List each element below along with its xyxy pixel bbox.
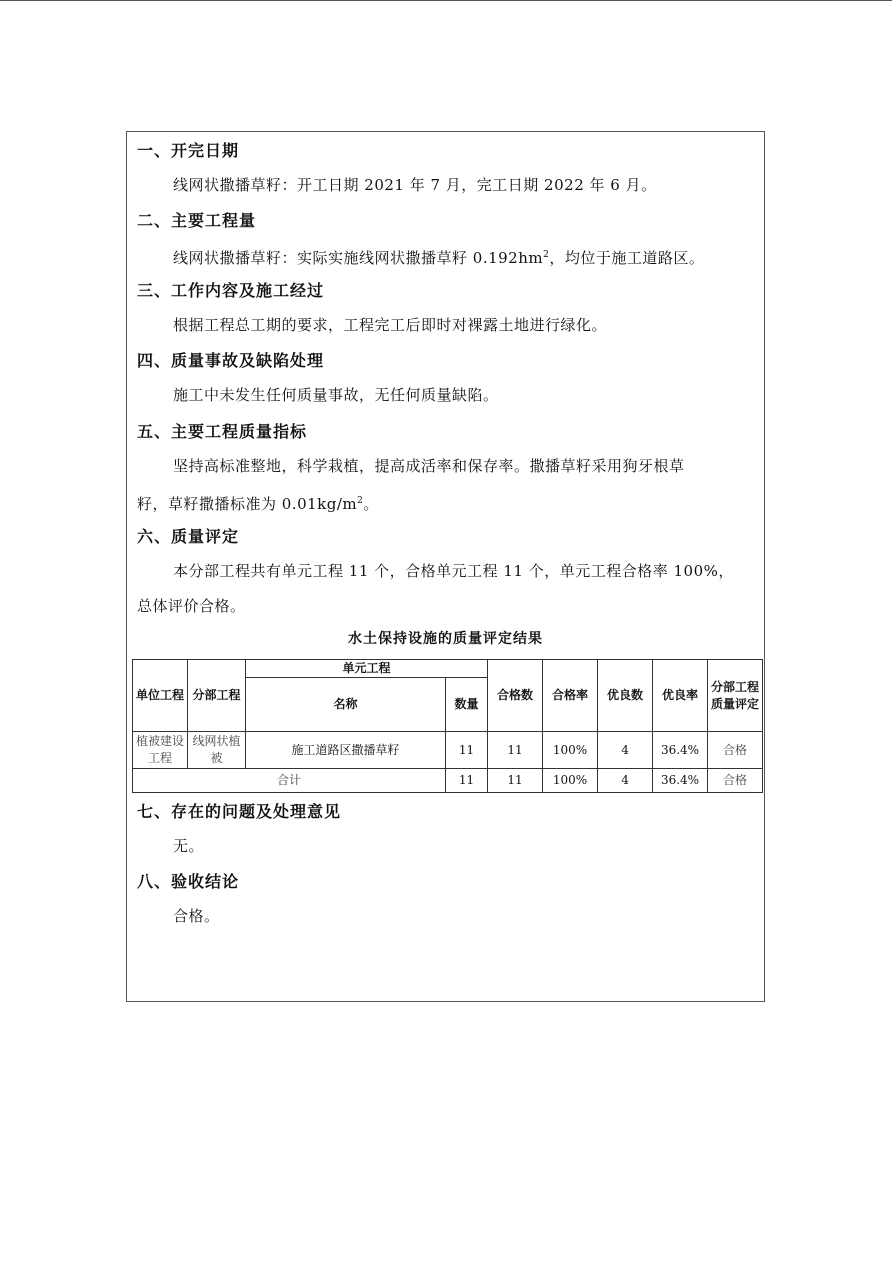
cell-excellent-rate: 36.4% (653, 732, 708, 769)
header-unit-element: 单元工程 (246, 660, 488, 678)
section-5-text-line2: 籽，草籽撒播标准为 $0.01kg/m^2$。 (137, 495, 379, 513)
section-2-heading: 二、主要工程量 (137, 211, 257, 230)
section-7-text: 无。 (173, 837, 205, 855)
header-count: 数量 (446, 678, 488, 732)
cell-quality: 合格 (708, 732, 763, 769)
table-header-row-1 (133, 660, 763, 678)
cell-unit-project: 植被建设工程 (133, 732, 188, 769)
total-excellent-count: 4 (598, 769, 653, 793)
cell-count: 11 (446, 732, 488, 769)
section-5-heading: 五、主要工程质量指标 (137, 422, 308, 441)
section-6-text-line2: 总体评价合格。 (137, 597, 246, 615)
section-3-text: 根据工程总工期的要求，工程完工后即时对裸露土地进行绿化。 (173, 316, 608, 334)
table-total-row (133, 769, 763, 793)
header-qualified-count: 合格数 (488, 660, 543, 732)
section-2-text: 线网状撒播草籽：实际实施线网状撒播草籽 $0.192hm^2$，均位于施工道路区。 (173, 249, 705, 267)
total-qualified-rate: 100% (543, 769, 598, 793)
table-caption: 水土保持设施的质量评定结果 (348, 631, 543, 647)
section-8-text: 合格。 (173, 907, 220, 925)
header-qualified-rate: 合格率 (543, 660, 598, 732)
cell-name: 施工道路区撒播草籽 (246, 732, 446, 769)
header-excellent-count: 优良数 (598, 660, 653, 732)
table-row (133, 732, 763, 769)
page-top-border (0, 0, 892, 1)
section-4-text: 施工中未发生任何质量事故，无任何质量缺陷。 (173, 386, 499, 404)
cell-sub-project: 线网状植被 (188, 732, 246, 769)
total-quality: 合格 (708, 769, 763, 793)
total-qualified-count: 11 (488, 769, 543, 793)
document-frame (126, 131, 765, 1002)
total-count: 11 (446, 769, 488, 793)
section-5-text-line1: 坚持高标准整地，科学栽植，提高成活率和保存率。撒播草籽采用狗牙根草 (173, 457, 685, 475)
cell-qualified-count: 11 (488, 732, 543, 769)
header-name: 名称 (246, 678, 446, 732)
header-excellent-rate: 优良率 (653, 660, 708, 732)
total-excellent-rate: 36.4% (653, 769, 708, 793)
section-3-heading: 三、工作内容及施工经过 (137, 281, 325, 300)
section-1-text: 线网状撒播草籽：开工日期 2021 年 7 月，完工日期 2022 年 6 月。 (173, 176, 657, 194)
section-6-text-line1: 本分部工程共有单元工程 11 个，合格单元工程 11 个，单元工程合格率 100%， (173, 562, 734, 580)
section-6-heading: 六、质量评定 (137, 527, 240, 546)
header-sub-quality: 分部工程质量评定 (708, 660, 763, 732)
section-1-heading: 一、开完日期 (137, 141, 240, 160)
total-label: 合计 (133, 769, 446, 793)
section-8-heading: 八、验收结论 (137, 872, 240, 891)
cell-qualified-rate: 100% (543, 732, 598, 769)
header-unit-project: 单位工程 (133, 660, 188, 732)
quality-table (132, 659, 763, 793)
section-4-heading: 四、质量事故及缺陷处理 (137, 351, 325, 370)
header-sub-project: 分部工程 (188, 660, 246, 732)
cell-excellent-count: 4 (598, 732, 653, 769)
section-7-heading: 七、存在的问题及处理意见 (137, 802, 342, 821)
